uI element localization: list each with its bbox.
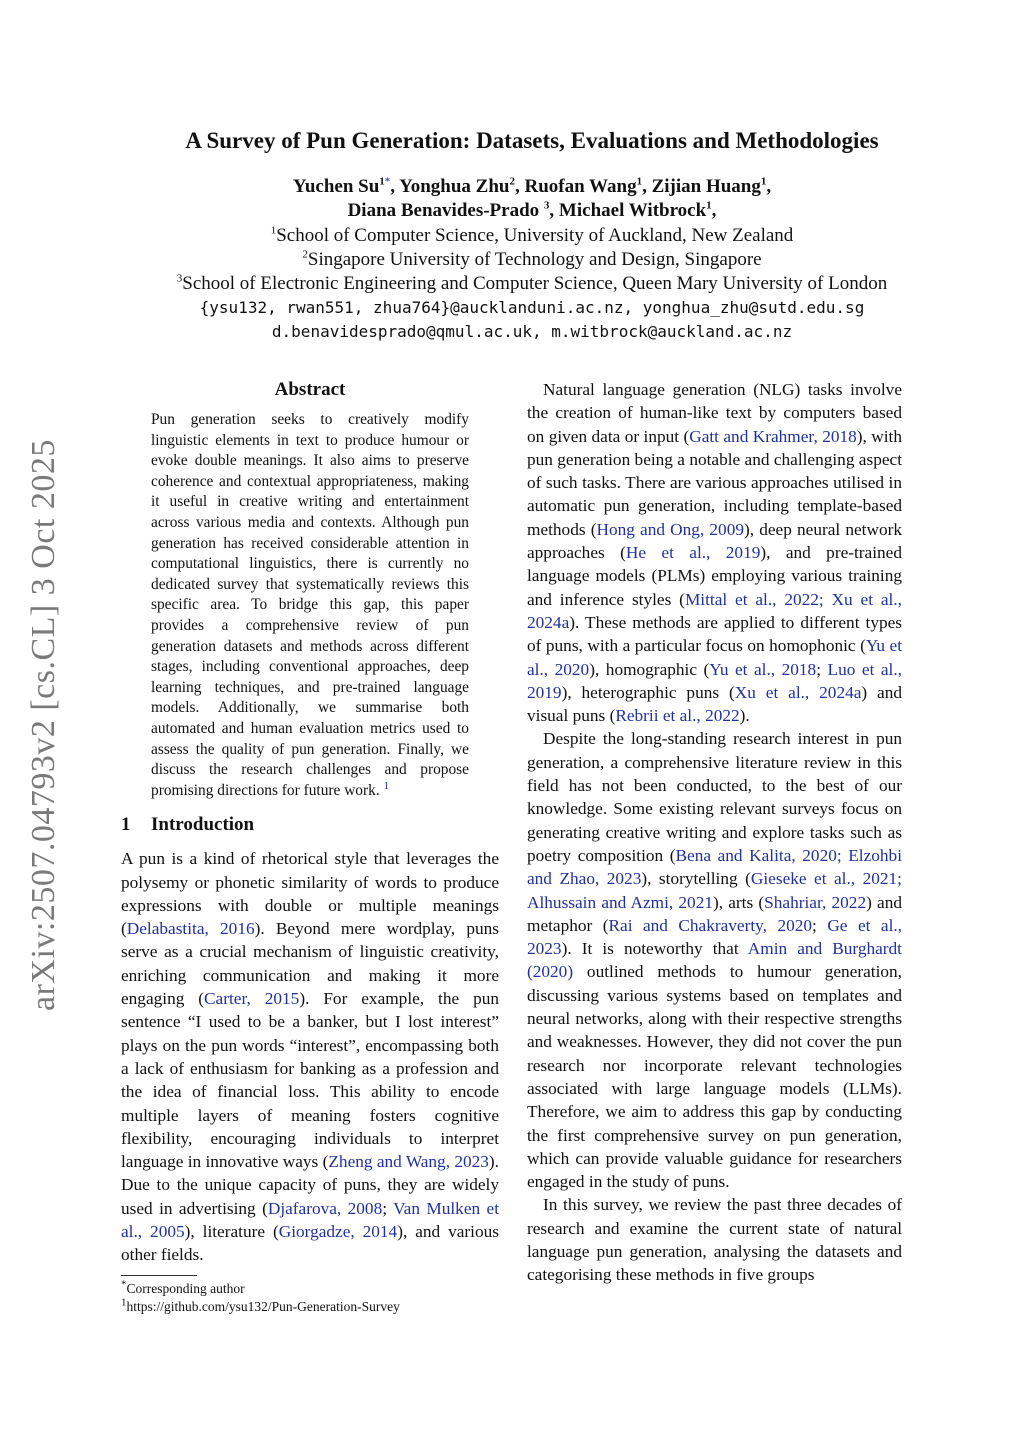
abstract-body: Pun generation seeks to creatively modify linguistic elements in text to produce humour or evoke double meanings. It also aims to preserve coherence and contextual appropriateness, making it useful in creative writing and entertainment across various media and contexts. Although pun generation has received considerable attention in computational linguistics, there is currently no dedicated survey that systematically reviews this specific area. To bridge this gap, this paper provides a comprehensive review of pun generation datasets and methods across different stages, including conventional approaches, deep learning techniques, and pre-trained language models. Additionally, we summarise both automated and human evaluation metrics used to assess the quality of pun generation. Finally, we discuss the research challenges and propose promising directions for future work. $^1$ <box>151 411 469 799</box>
footnote-corresponding: *Corresponding author <box>121 1278 245 1296</box>
citation-link[interactable]: Yu et al., 2018 <box>709 659 817 679</box>
affiliation: $^1$School of Computer Science, University of Auckland, New Zealand <box>270 224 794 246</box>
author-name: Diana Benavides-Prado <box>347 200 540 221</box>
citation-link[interactable]: Bena and Kalita, 2020; Elzohbi and Zhao, 2023 <box>527 845 902 889</box>
citation-link[interactable]: Yu et al., 2020 <box>527 636 903 679</box>
citation-link[interactable]: Xu et al., 2024a <box>734 682 862 702</box>
citation-link[interactable]: Carter, 2015 <box>204 989 300 1009</box>
citation-link[interactable]: Hong and Ong, 2009 <box>596 519 744 539</box>
footnote-link[interactable]: 1 <box>383 779 390 792</box>
citation-link[interactable]: Gatt and Krahmer, 2018 <box>689 426 857 446</box>
abstract-heading: Abstract <box>274 379 346 400</box>
citation-link[interactable]: He et al., 2019 <box>625 543 761 563</box>
corresponding-mark[interactable]: * <box>384 175 391 188</box>
citation-link[interactable]: Giorgadze, 2014 <box>278 1222 398 1242</box>
affiliation: $^3$School of Electronic Engineering and Computer Science, Queen Mary University of London <box>176 272 888 294</box>
author-name: Yuchen Su <box>292 176 380 197</box>
author-emails <box>90 296 974 344</box>
body-paragraph: Despite the long-standing research interest in pun generation, a comprehensive literature review in this field has not been conducted, to the best of our knowledge. Some existing relevant surveys focus on generating creative writing and explore tasks such as poetry composition (Bena and Kalita, 2020; Elzohbi and Zhao, 2023), storytelling (Gieseke et al., 2021; Alhussain and Azmi, 2021), arts (Shahriar, 2022) and metaphor (Rai and Chakraverty, 2020; Ge et al., 2023). It is noteworthy that Amin and Burghardt (2020) outlined methods to humour generation, discussing various systems based on templates and neural networks, along with their respective strengths and weaknesses. However, they did not cover the pun research nor incorporate relevant technologies associated with large language models (LLMs). Therefore, we aim to address this gap by conducting the first comprehensive survey on pun generation, which can provide valuable guidance for researchers engaged in the study of puns. <box>527 729 903 1192</box>
body-paragraph: Natural language generation (NLG) tasks involve the creation of human-like text by computers based on given data or input (Gatt and Krahmer, 2018), with pun generation being a notable and challenging aspect of such tasks. There are various approaches utilised in automatic pun generation, including template-based methods (Hong and Ong, 2009), deep neural network approaches (He et al., 2019), and pre-trained language models (PLMs) employing various training and inference styles (Mittal et al., 2022; Xu et al., 2024a). These methods are applied to different types of puns, with a particular focus on homophonic (Yu et al., 2020), homographic (Yu et al., 2018; Luo et al., 2019), heterographic puns (Xu et al., 2024a) and visual puns (Rebrii et al., 2022). <box>527 380 903 726</box>
citation-link[interactable]: Luo et al., 2019 <box>527 659 903 702</box>
author-name: Michael Witbrock <box>558 200 707 221</box>
right-column <box>527 378 902 1287</box>
citation-link[interactable]: Gieseke et al., 2021; Alhussain and Azmi, 2021 <box>527 869 902 912</box>
citation-link[interactable]: Zheng and Wang, 2023 <box>328 1152 489 1172</box>
author-name: Ruofan Wang <box>524 176 637 197</box>
body-paragraph: In this survey, we review the past three decades of research and examine the current state of natural language pun generation, analysing the datasets and categorising these methods in five groups <box>527 1195 902 1285</box>
affiliations <box>90 224 974 296</box>
intro-paragraph: A pun is a kind of rhetorical style that leverages the polysemy or phonetic similarity of words to produce expressions with double or multiple meanings (Delabastita, 2016). Beyond mere wordplay, puns serve as a crucial mechanism of linguistic creativity, enriching communication and making it more engaging (Carter, 2015). For example, the pun sentence “I used to be a banker, but I lost interest” plays on the pun words “interest”, encompassing both a lack of enthusiasm for banking as a profession and the idea of financial loss. This ability to encode multiple layers of meaning fosters cognitive flexibility, encouraging individuals to interpret language in innovative ways (Zheng and Wang, 2023). Due to the unique capacity of puns, they are widely used in advertising (Djafarova, 2008; Van Mulken et al., 2005), literature (Giorgadze, 2014), and various other fields. <box>121 849 500 1265</box>
author-name: Yonghua Zhu <box>399 176 510 197</box>
citation-link[interactable]: Amin and Burghardt (2020) <box>527 939 902 982</box>
affiliation: $^2$Singapore University of Technology and Design, Singapore <box>302 248 762 270</box>
citation-link[interactable]: Van Mulken et al., 2005 <box>121 1198 500 1242</box>
section-heading-introduction: 1 Introduction <box>121 814 255 836</box>
citation-link[interactable]: Mittal et al., 2022; Xu et al., 2024a <box>527 589 902 632</box>
author-name: Zijian Huang <box>651 176 761 197</box>
repo-link[interactable]: https://github.com/ysu132/Pun-Generation-Survey <box>126 1298 400 1314</box>
email-line[interactable]: d.benavidesprado@qmul.ac.uk, m.witbrock@auckland.ac.nz <box>271 322 793 341</box>
left-column <box>121 378 499 1316</box>
arxiv-stamp: arXiv:2507.04793v2 [cs.CL] 3 Oct 2025 <box>25 439 62 1011</box>
paper-title: A Survey of Pun Generation: Datasets, Evaluations and Methodologies <box>185 128 879 153</box>
footnote-divider <box>121 1275 197 1276</box>
citation-link[interactable]: Shahriar, 2022 <box>764 892 867 912</box>
email-line[interactable]: {ysu132, rwan551, zhua764}@aucklanduni.ac.nz, yonghua_zhu@sutd.edu.sg <box>199 298 865 317</box>
citation-link[interactable]: Ge et al., 2023 <box>527 915 903 959</box>
citation-link[interactable]: Rebrii et al., 2022 <box>615 706 740 726</box>
footnote-url: $^1$https://github.com/ysu132/Pun-Generation-Survey <box>121 1296 400 1314</box>
author-list: Yuchen $Su^{1*}$, Yonghua Zhu$^2$, Ruofan Wang$^1$, Zijian Huang$^1$, Diana Benavides-Prado $^3$, Michael Witbrock$^1$, <box>292 175 772 221</box>
citation-link[interactable]: Delabastita, 2016 <box>126 919 255 939</box>
citation-link[interactable]: Djafarova, 2008 <box>267 1198 383 1218</box>
citation-link[interactable]: Rai and Chakraverty, 2020 <box>608 915 813 935</box>
